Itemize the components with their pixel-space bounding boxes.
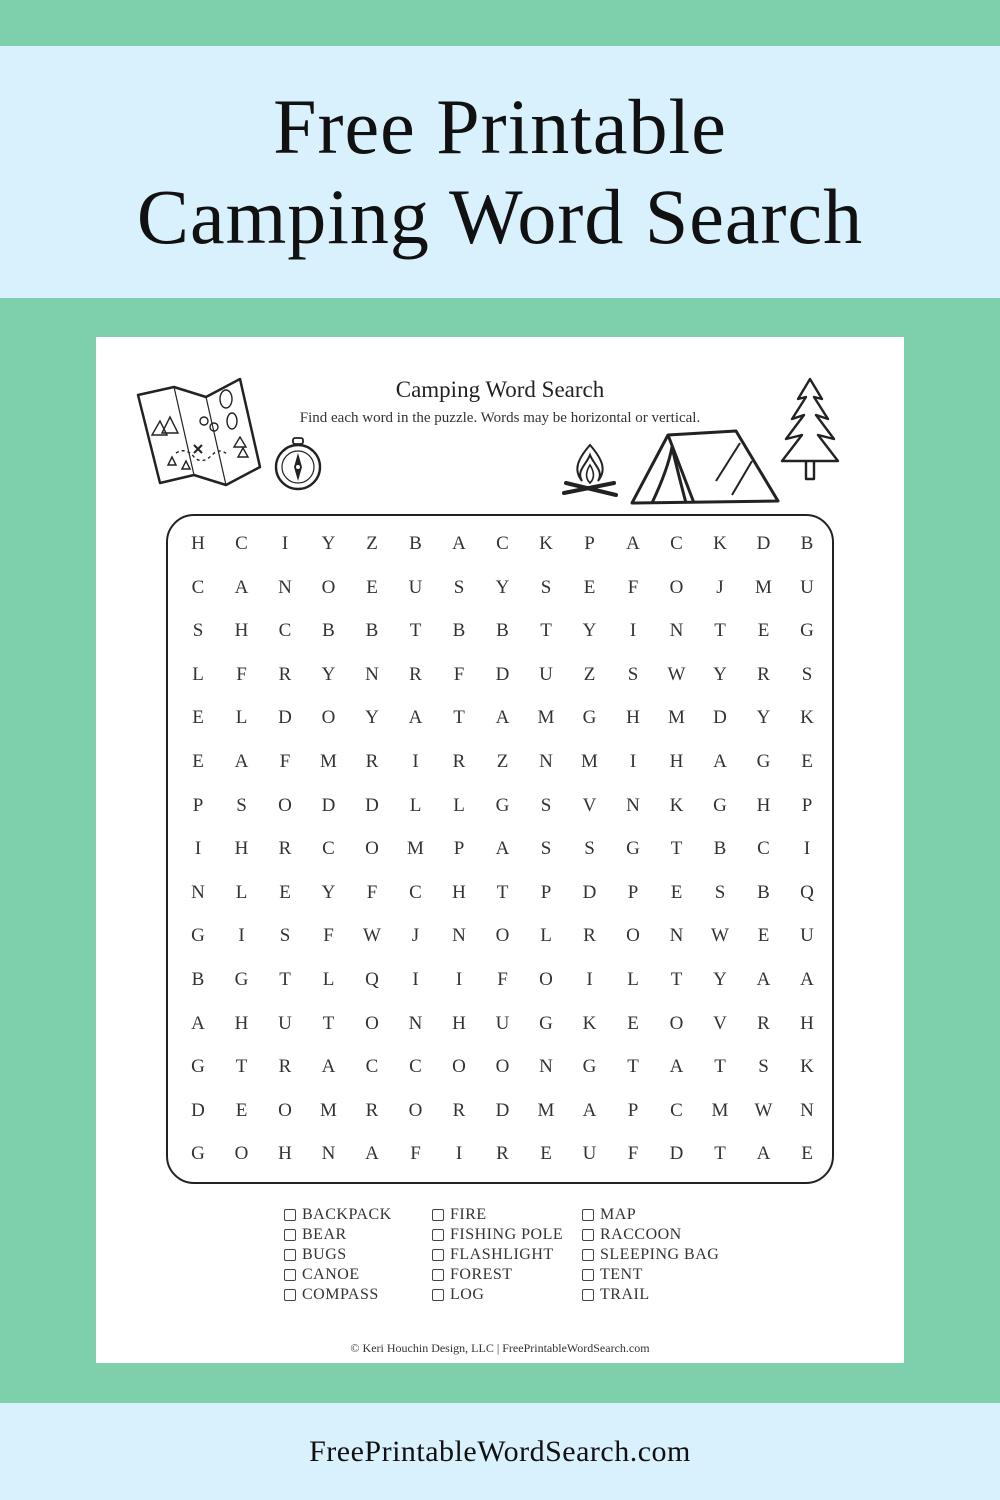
worksheet <box>96 337 904 1363</box>
grid-cell: I <box>238 925 245 947</box>
grid-cell: R <box>757 1012 770 1034</box>
grid-cell: L <box>235 881 248 903</box>
grid-cell: A <box>495 838 510 860</box>
grid-cell: O <box>365 1012 379 1034</box>
grid-cell: W <box>754 1099 773 1121</box>
grid-cell: E <box>757 620 770 642</box>
grid-cell: H <box>756 794 771 816</box>
grid-cell: N <box>669 925 684 947</box>
grid-cell: R <box>452 1099 466 1121</box>
grid-cell: M <box>581 751 598 772</box>
grid-cell: B <box>191 969 205 990</box>
grid-cell: A <box>669 1056 684 1078</box>
grid-cell: C <box>191 576 205 598</box>
grid-cell: M <box>668 707 685 729</box>
word-checkbox[interactable] <box>284 1209 296 1221</box>
grid-cell: S <box>714 881 726 903</box>
grid-cell: C <box>670 533 683 554</box>
grid-cell: R <box>452 751 466 772</box>
grid-cell: L <box>453 794 465 816</box>
grid-cell: A <box>626 533 640 554</box>
grid-cell: R <box>583 925 596 947</box>
grid-cell: P <box>453 838 465 860</box>
grid-cell: G <box>626 838 640 860</box>
word-list-item <box>432 1205 563 1225</box>
grid-cell: M <box>711 1099 729 1121</box>
word-checkbox[interactable] <box>284 1269 296 1281</box>
word-list-column-2 <box>432 1205 563 1305</box>
word-list-item <box>582 1245 719 1265</box>
word-label: MAP <box>600 1206 637 1223</box>
grid-cell: M <box>407 838 424 860</box>
grid-cell: B <box>365 620 379 642</box>
grid-cell: E <box>235 1099 248 1121</box>
grid-cell: E <box>279 881 291 903</box>
grid-cell: U <box>582 1143 597 1165</box>
grid-cell: M <box>537 707 555 729</box>
grid-cell: P <box>627 1099 639 1121</box>
grid-cell: F <box>279 751 291 772</box>
grid-cell: O <box>669 1012 684 1034</box>
word-list-item <box>284 1205 392 1225</box>
grid-cell: M <box>755 576 772 598</box>
grid-cell: D <box>191 1099 205 1121</box>
grid-cell: G <box>495 794 510 816</box>
grid-cell: B <box>496 620 509 642</box>
campfire-icon <box>558 441 622 501</box>
word-list-item <box>432 1225 563 1245</box>
word-checkbox[interactable] <box>582 1209 594 1221</box>
grid-cell: N <box>408 1012 423 1034</box>
word-label: BACKPACK <box>302 1206 392 1223</box>
grid-cell: A <box>582 1099 597 1121</box>
grid-cell: G <box>713 794 727 816</box>
grid-cell: T <box>540 620 552 642</box>
grid-cell: I <box>455 969 463 990</box>
grid-cell: N <box>365 663 379 685</box>
grid-cell: G <box>234 969 249 990</box>
grid-cell: F <box>627 576 639 598</box>
grid-cell: G <box>582 707 597 729</box>
grid-cell: A <box>756 1143 771 1165</box>
grid-cell: O <box>408 1099 423 1121</box>
grid-cell: L <box>235 707 248 729</box>
grid-cell: Y <box>713 969 727 990</box>
grid-cell: L <box>540 925 552 947</box>
grid-cell: E <box>192 707 204 729</box>
grid-cell: O <box>539 969 553 990</box>
word-list-item <box>432 1285 563 1305</box>
grid-cell: U <box>408 576 423 598</box>
grid-cell: T <box>670 969 683 990</box>
word-list-item <box>432 1265 563 1285</box>
grid-cell: O <box>321 576 336 598</box>
grid-cell: F <box>497 969 508 990</box>
grid-cell: O <box>495 1056 510 1078</box>
grid-cell: P <box>540 881 552 903</box>
grid-cell: D <box>365 794 379 816</box>
grid-cell: K <box>800 1056 814 1078</box>
grid-cell: O <box>278 1099 292 1121</box>
grid-cell: E <box>801 1143 813 1165</box>
word-label: TRAIL <box>600 1286 650 1303</box>
grid-cell: G <box>191 1056 205 1078</box>
grid-cell: R <box>278 838 292 860</box>
footer-url: FreePrintableWordSearch.com <box>309 1434 691 1468</box>
grid-cell: P <box>192 794 204 816</box>
grid-cell: H <box>278 1143 292 1165</box>
word-list-item <box>432 1245 563 1265</box>
grid-cell: Q <box>365 969 379 990</box>
grid-cell: A <box>408 707 423 729</box>
grid-cell: G <box>539 1012 553 1034</box>
word-list-column-1 <box>284 1205 392 1305</box>
word-checkbox[interactable] <box>284 1249 296 1261</box>
grid-cell: U <box>800 925 814 947</box>
grid-cell: Y <box>756 707 771 729</box>
grid-cell: N <box>800 1099 814 1121</box>
grid-cell: J <box>716 576 724 598</box>
word-label: RACCOON <box>600 1226 682 1243</box>
word-checkbox[interactable] <box>582 1269 594 1281</box>
grid-cell: G <box>582 1056 597 1078</box>
word-label: FOREST <box>450 1266 513 1283</box>
grid-cell: S <box>627 663 639 685</box>
grid-cell: P <box>627 881 639 903</box>
grid-cell: A <box>713 751 727 772</box>
grid-cell: H <box>452 881 466 903</box>
grid-cell: K <box>582 1012 597 1034</box>
word-checkbox[interactable] <box>432 1209 444 1221</box>
grid-cell: F <box>453 663 465 685</box>
grid-cell: H <box>234 1012 249 1034</box>
grid-cell: R <box>278 1056 292 1078</box>
grid-cell: O <box>365 838 379 860</box>
grid-cell: D <box>278 707 292 729</box>
grid-cell: I <box>194 838 202 860</box>
grid-cell: A <box>452 533 466 554</box>
grid-cell: N <box>539 1056 553 1078</box>
tent-icon <box>628 429 784 509</box>
grid-cell: G <box>191 1143 205 1165</box>
grid-cell: D <box>713 707 727 729</box>
grid-cell: T <box>627 1056 639 1078</box>
grid-cell: H <box>800 1012 814 1034</box>
copyright-notice: © Keri Houchin Design, LLC | FreePrintableWordSearch.com <box>350 1341 650 1355</box>
grid-cell: I <box>412 751 419 772</box>
grid-cell: I <box>412 969 419 990</box>
word-label: FIRE <box>450 1206 487 1223</box>
word-list-column-3 <box>582 1205 719 1305</box>
grid-cell: R <box>365 1099 379 1121</box>
grid-cell: A <box>365 1143 379 1165</box>
word-list-item <box>582 1285 719 1305</box>
grid-cell: C <box>409 881 422 903</box>
grid-cell: S <box>236 794 247 816</box>
word-label: CANOE <box>302 1266 360 1283</box>
grid-cell: E <box>757 925 770 947</box>
grid-cell: Z <box>496 751 509 772</box>
grid-cell: G <box>756 751 771 772</box>
grid-cell: E <box>583 576 596 598</box>
grid-cell: N <box>539 751 553 772</box>
grid-cell: A <box>234 751 249 772</box>
grid-cell: K <box>713 533 727 554</box>
grid-cell: R <box>365 751 379 772</box>
grid-cell: C <box>670 1099 683 1121</box>
grid-cell: K <box>800 707 814 729</box>
word-list-item <box>582 1205 719 1225</box>
grid-cell: W <box>363 925 381 947</box>
grid-cell: F <box>236 663 247 685</box>
grid-cell: Z <box>366 533 378 554</box>
grid-cell: F <box>627 1143 639 1165</box>
worksheet-instructions: Find each word in the puzzle. Words may be horizontal or vertical. <box>299 410 701 426</box>
grid-cell: T <box>279 969 291 990</box>
grid-cell: H <box>669 751 684 772</box>
grid-cell: R <box>278 663 292 685</box>
word-label: TENT <box>600 1266 643 1283</box>
word-label: COMPASS <box>302 1286 379 1303</box>
grid-cell: F <box>323 925 334 947</box>
grid-cell: B <box>757 881 770 903</box>
grid-cell: K <box>539 533 553 554</box>
grid-cell: R <box>409 663 422 685</box>
grid-cell: T <box>714 620 726 642</box>
word-checkbox[interactable] <box>432 1289 444 1301</box>
grid-cell: O <box>234 1143 249 1165</box>
grid-cell: L <box>627 969 639 990</box>
word-checkbox[interactable] <box>582 1229 594 1241</box>
compass-icon <box>272 437 324 491</box>
word-checkbox[interactable] <box>582 1289 594 1301</box>
grid-cell: A <box>191 1012 205 1034</box>
word-list-item <box>582 1225 719 1245</box>
word-label: BEAR <box>302 1226 347 1243</box>
grid-cell: O <box>321 707 336 729</box>
grid-cell: Y <box>495 576 510 598</box>
grid-cell: F <box>410 1143 421 1165</box>
grid-cell: K <box>669 794 684 816</box>
grid-cell: B <box>713 838 727 860</box>
word-list-item <box>582 1265 719 1285</box>
grid-cell: H <box>234 838 249 860</box>
word-list-item <box>284 1285 392 1305</box>
word-label: FISHING POLE <box>450 1226 564 1243</box>
grid-cell: O <box>626 925 640 947</box>
grid-cell: A <box>234 576 249 598</box>
grid-cell: S <box>192 620 204 642</box>
footer-banner <box>0 1403 1000 1500</box>
grid-cell: J <box>411 925 420 947</box>
grid-cell: T <box>496 881 509 903</box>
grid-cell: A <box>321 1056 336 1078</box>
grid-cell: N <box>669 620 684 642</box>
grid-cell: Z <box>583 663 596 685</box>
grid-cell: C <box>365 1056 379 1078</box>
grid-cell: E <box>366 576 378 598</box>
word-label: FLASHLIGHT <box>450 1246 554 1263</box>
grid-cell: S <box>279 925 291 947</box>
grid-cell: S <box>453 576 465 598</box>
grid-cell: N <box>191 881 205 903</box>
grid-cell: T <box>714 1143 726 1165</box>
grid-cell: G <box>191 925 205 947</box>
grid-cell: Y <box>582 620 597 642</box>
grid-cell: H <box>452 1012 466 1034</box>
grid-cell: E <box>192 751 204 772</box>
grid-cell: N <box>626 794 640 816</box>
grid-cell: Y <box>321 881 336 903</box>
grid-cell: M <box>537 1099 555 1121</box>
grid-cell: F <box>366 881 378 903</box>
grid-cell: S <box>801 663 813 685</box>
grid-cell: D <box>321 794 336 816</box>
grid-cell: I <box>803 838 811 860</box>
grid-cell: Y <box>365 707 379 729</box>
grid-cell: E <box>670 881 683 903</box>
grid-cell: L <box>409 794 422 816</box>
title-line-1: Free Printable <box>273 83 727 170</box>
grid-cell: C <box>322 838 335 860</box>
grid-cell: A <box>495 707 510 729</box>
grid-cell: I <box>586 969 593 990</box>
grid-cell: M <box>320 751 337 772</box>
grid-cell: V <box>713 1012 727 1034</box>
word-list-item <box>284 1245 392 1265</box>
grid-cell: C <box>278 620 292 642</box>
grid-cell: Y <box>321 533 336 554</box>
grid-cell: T <box>453 707 465 729</box>
grid-cell: S <box>758 1056 769 1078</box>
grid-cell: T <box>409 620 422 642</box>
worksheet-title: Camping Word Search <box>395 377 605 402</box>
grid-cell: D <box>756 533 771 554</box>
grid-cell: D <box>582 881 597 903</box>
grid-cell: S <box>540 576 552 598</box>
word-checkbox[interactable] <box>582 1249 594 1261</box>
grid-cell: I <box>629 751 637 772</box>
grid-cell: C <box>496 533 509 554</box>
grid-cell: I <box>455 1143 463 1165</box>
word-checkbox[interactable] <box>284 1289 296 1301</box>
grid-cell: D <box>669 1143 684 1165</box>
grid-cell: U <box>495 1012 510 1034</box>
grid-cell: P <box>584 533 595 554</box>
grid-cell: D <box>495 1099 510 1121</box>
grid-cell: U <box>539 663 553 685</box>
word-label: LOG <box>450 1286 485 1303</box>
word-list-item <box>284 1225 392 1245</box>
grid-cell: M <box>320 1099 337 1121</box>
grid-cell: H <box>626 707 640 729</box>
grid-cell: N <box>452 925 466 947</box>
title-line-2: Camping Word Search <box>136 173 864 260</box>
word-checkbox[interactable] <box>432 1269 444 1281</box>
grid-cell: R <box>496 1143 509 1165</box>
grid-cell: B <box>452 620 466 642</box>
grid-cell: S <box>584 838 595 860</box>
grid-cell: A <box>756 969 771 990</box>
grid-cell: P <box>801 794 813 816</box>
grid-cell: C <box>409 1056 422 1078</box>
grid-cell: O <box>452 1056 466 1078</box>
grid-cell: T <box>670 838 683 860</box>
grid-cell: N <box>321 1143 336 1165</box>
grid-cell: T <box>714 1056 726 1078</box>
grid-cell: L <box>192 663 204 685</box>
grid-cell: B <box>800 533 814 554</box>
grid-cell: E <box>627 1012 639 1034</box>
grid-cell: S <box>540 838 552 860</box>
grid-cell: L <box>322 969 335 990</box>
grid-cell: V <box>582 794 597 816</box>
grid-cell: U <box>800 576 814 598</box>
grid-cell: O <box>278 794 292 816</box>
grid-cell: E <box>540 1143 552 1165</box>
grid-cell: R <box>757 663 770 685</box>
grid-cell: U <box>278 1012 292 1034</box>
grid-cell: C <box>757 838 770 860</box>
grid-cell: H <box>234 620 249 642</box>
grid-cell: T <box>235 1056 248 1078</box>
word-label: BUGS <box>302 1246 347 1263</box>
grid-cell: T <box>322 1012 335 1034</box>
grid-cell: E <box>801 751 813 772</box>
word-checkbox[interactable] <box>432 1249 444 1261</box>
grid-cell: N <box>278 576 292 598</box>
grid-cell: C <box>235 533 248 554</box>
grid-cell: Y <box>321 663 336 685</box>
grid-cell: Y <box>713 663 727 685</box>
grid-cell: Q <box>800 881 814 903</box>
letter-grid <box>166 514 834 1184</box>
grid-cell: B <box>409 533 422 554</box>
grid-cell: B <box>322 620 335 642</box>
grid-cell: I <box>281 533 289 554</box>
word-list-item <box>284 1265 392 1285</box>
word-label: SLEEPING BAG <box>600 1246 720 1263</box>
grid-cell: G <box>800 620 814 642</box>
title-banner <box>0 46 1000 298</box>
grid-cell: O <box>495 925 510 947</box>
grid-cell: D <box>495 663 510 685</box>
grid-cell: O <box>669 576 684 598</box>
grid-cell: I <box>629 620 637 642</box>
grid-cell: W <box>711 925 729 947</box>
grid-cell: W <box>667 663 686 685</box>
grid-cell: A <box>800 969 814 990</box>
word-checkbox[interactable] <box>432 1229 444 1241</box>
word-checkbox[interactable] <box>284 1229 296 1241</box>
grid-cell: S <box>540 794 552 816</box>
grid-cell: H <box>191 533 205 554</box>
